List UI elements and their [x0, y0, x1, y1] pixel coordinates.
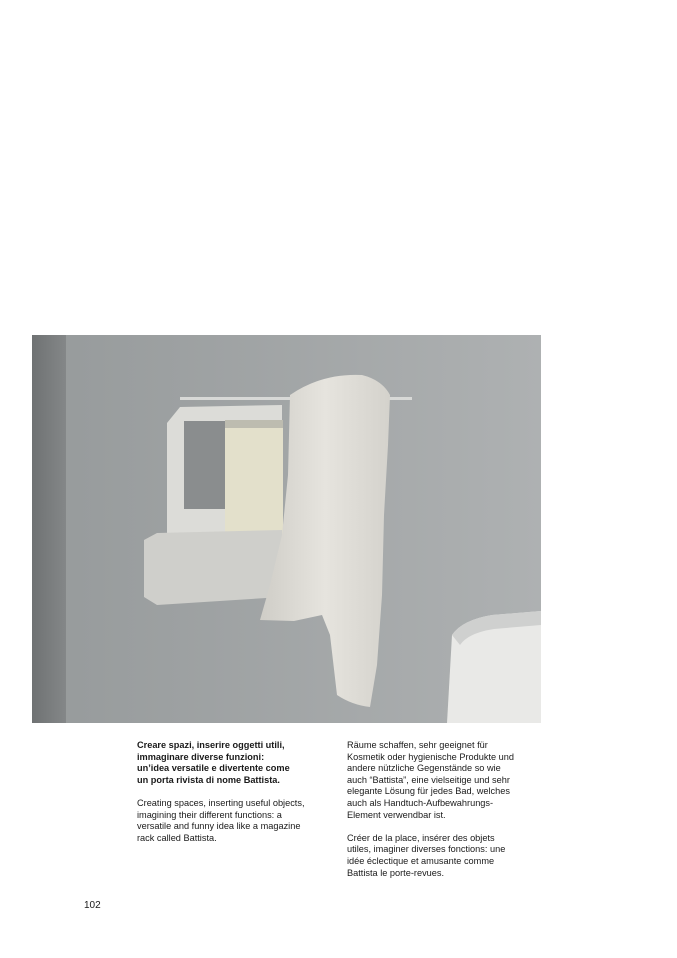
intro-english: Creating spaces, inserting useful objects, imagining their different functions: a versatile and funny idea like a magazine rack called Battista. [137, 797, 305, 843]
product-photo [32, 335, 541, 723]
intro-italian: Creare spazi, inserire oggetti utili, immaginare diverse funzioni: un’idea versatile e divertente come un porta rivista di nome Battista. [137, 740, 290, 785]
text-column-right [347, 740, 547, 891]
page-number: 102 [84, 900, 101, 911]
text-column-left [137, 740, 337, 856]
intro-german: Räume schaffen, sehr geeignet für Kosmetik oder hygienische Produkte und andere nützliche Gegenstände so wie auch “Battista”, eine vielseitige und sehr elegante Lösung für jedes Bad, welches auch als Handtuch-Aufbewahrungs- Element verwendbar ist. [347, 740, 515, 820]
intro-french: Créer de la place, insérer des objets utiles, imaginer diverses fonctions: une idée éclectique et amusante comme Battista le porte-revues. [347, 832, 506, 878]
